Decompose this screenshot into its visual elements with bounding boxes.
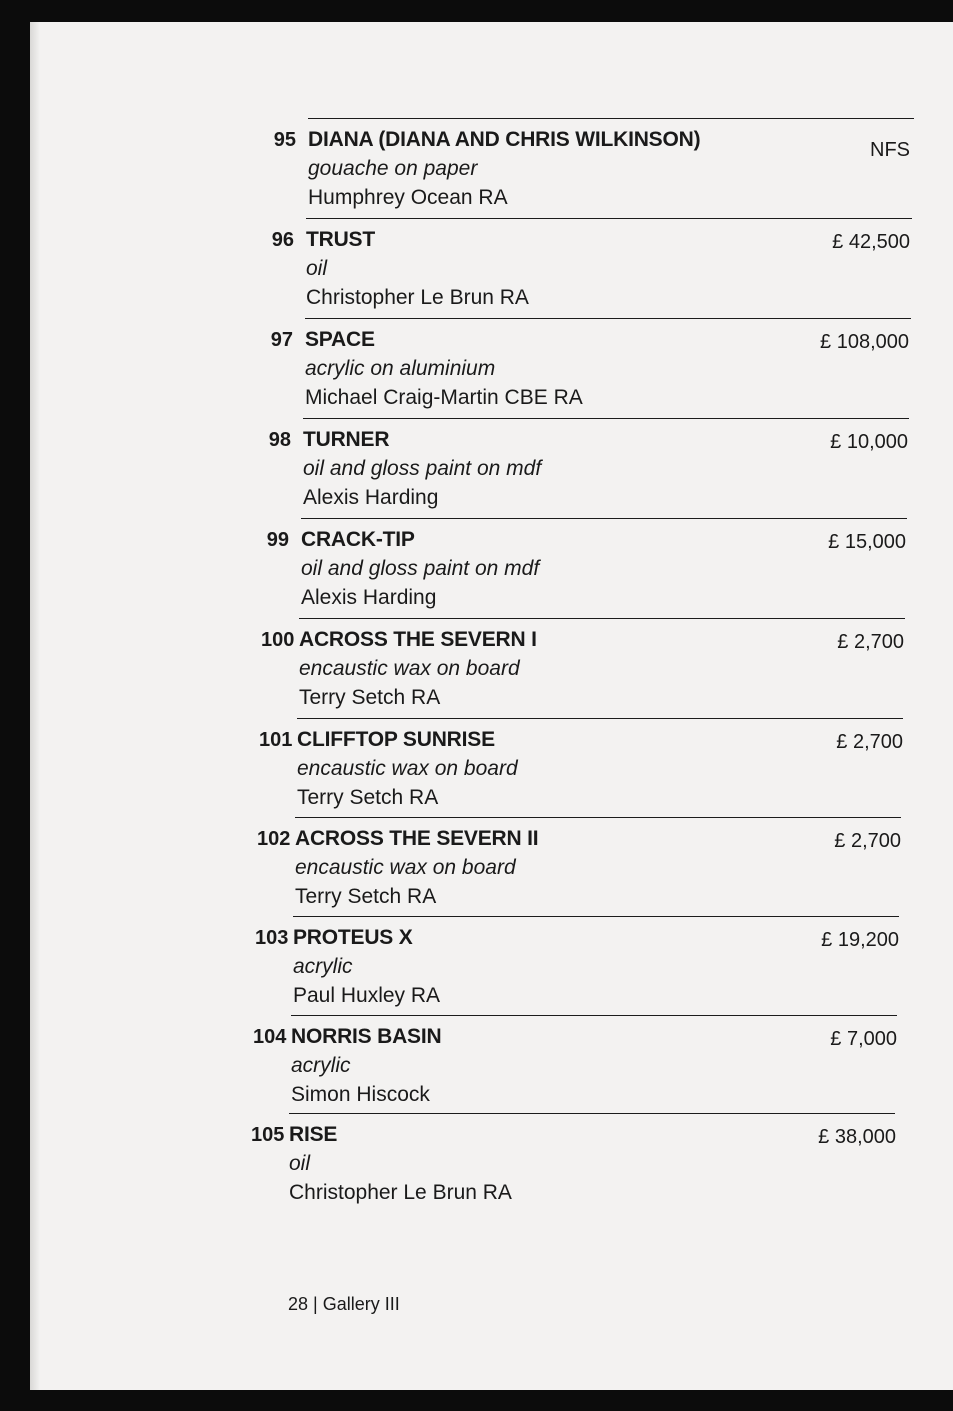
catalogue-number: 105 (251, 1124, 285, 1146)
artwork-entry (257, 825, 901, 921)
artwork-price: £ 2,700 (834, 830, 901, 852)
artwork-price: £ 38,000 (818, 1126, 896, 1148)
artwork-title: ACROSS THE SEVERN I (299, 628, 537, 651)
artwork-medium: oil (289, 1152, 311, 1175)
entry-divider (291, 1015, 897, 1016)
artwork-medium: gouache on paper (308, 157, 478, 180)
entry-divider (301, 518, 907, 519)
artwork-entry (265, 426, 908, 522)
entry-divider (289, 1113, 895, 1114)
artwork-entry (263, 526, 906, 622)
catalogue-page (30, 22, 953, 1390)
artwork-medium: encaustic wax on board (299, 657, 520, 680)
artwork-list (30, 22, 953, 1390)
artwork-title: NORRIS BASIN (291, 1025, 442, 1048)
artwork-artist: Christopher Le Brun RA (306, 286, 529, 309)
catalogue-number: 95 (273, 129, 296, 151)
artwork-title: ACROSS THE SEVERN II (295, 827, 539, 850)
artwork-medium: acrylic on aluminium (305, 357, 496, 380)
entry-divider (295, 817, 901, 818)
artwork-entry (270, 126, 910, 222)
entry-divider (299, 618, 905, 619)
artwork-title: CRACK-TIP (301, 528, 415, 551)
artwork-entry (251, 1121, 896, 1217)
artwork-medium: encaustic wax on board (297, 757, 518, 780)
catalogue-number: 101 (259, 729, 293, 751)
artwork-title: TURNER (303, 428, 390, 451)
artwork-title: DIANA (DIANA AND CHRIS WILKINSON) (308, 128, 701, 151)
catalogue-number: 102 (257, 828, 291, 850)
artwork-artist: Christopher Le Brun RA (289, 1181, 512, 1204)
artwork-price: £ 2,700 (836, 731, 903, 753)
artwork-medium: acrylic (291, 1054, 351, 1077)
entry-divider (293, 916, 899, 917)
catalogue-number: 100 (261, 629, 295, 651)
entry-divider (303, 418, 909, 419)
catalogue-number: 96 (271, 229, 294, 251)
artwork-medium: encaustic wax on board (295, 856, 516, 879)
artwork-artist: Alexis Harding (303, 486, 439, 509)
artwork-title: RISE (289, 1123, 338, 1146)
artwork-price: £ 15,000 (828, 531, 906, 553)
artwork-price: £ 7,000 (830, 1028, 897, 1050)
page-footer: 28 | Gallery III (288, 1294, 400, 1314)
artwork-artist: Michael Craig-Martin CBE RA (305, 386, 583, 409)
artwork-title: CLIFFTOP SUNRISE (297, 728, 495, 751)
catalogue-number: 103 (255, 927, 289, 949)
artwork-entry (261, 626, 904, 722)
artwork-artist: Terry Setch RA (299, 686, 441, 709)
artwork-medium: oil (306, 257, 328, 280)
entry-divider (308, 118, 914, 119)
artwork-title: TRUST (306, 228, 375, 251)
artwork-artist: Terry Setch RA (297, 786, 439, 809)
artwork-medium: oil and gloss paint on mdf (301, 557, 540, 580)
entry-divider (306, 218, 912, 219)
catalogue-number: 99 (266, 529, 289, 551)
artwork-artist: Terry Setch RA (295, 885, 437, 908)
catalogue-number: 104 (253, 1026, 287, 1048)
artwork-entry (259, 726, 903, 822)
artwork-title: SPACE (305, 328, 375, 351)
artwork-price: NFS (870, 139, 910, 161)
artwork-medium: oil and gloss paint on mdf (303, 457, 542, 480)
entry-divider (305, 318, 911, 319)
artwork-artist: Alexis Harding (301, 586, 437, 609)
artwork-entry (255, 924, 899, 1020)
artwork-price: £ 19,200 (821, 929, 899, 951)
artwork-price: £ 42,500 (832, 231, 910, 253)
artwork-artist: Humphrey Ocean RA (308, 186, 508, 209)
artwork-price: £ 2,700 (837, 631, 904, 653)
artwork-price: £ 10,000 (830, 431, 908, 453)
entry-divider (297, 718, 903, 719)
artwork-title: PROTEUS X (293, 926, 413, 949)
artwork-entry (253, 1023, 897, 1119)
artwork-entry (267, 326, 909, 422)
artwork-price: £ 108,000 (820, 331, 909, 353)
catalogue-number: 97 (270, 329, 293, 351)
artwork-entry (268, 226, 910, 322)
artwork-artist: Paul Huxley RA (293, 984, 441, 1007)
artwork-medium: acrylic (293, 955, 353, 978)
catalogue-number: 98 (268, 429, 291, 451)
artwork-artist: Simon Hiscock (291, 1083, 430, 1106)
